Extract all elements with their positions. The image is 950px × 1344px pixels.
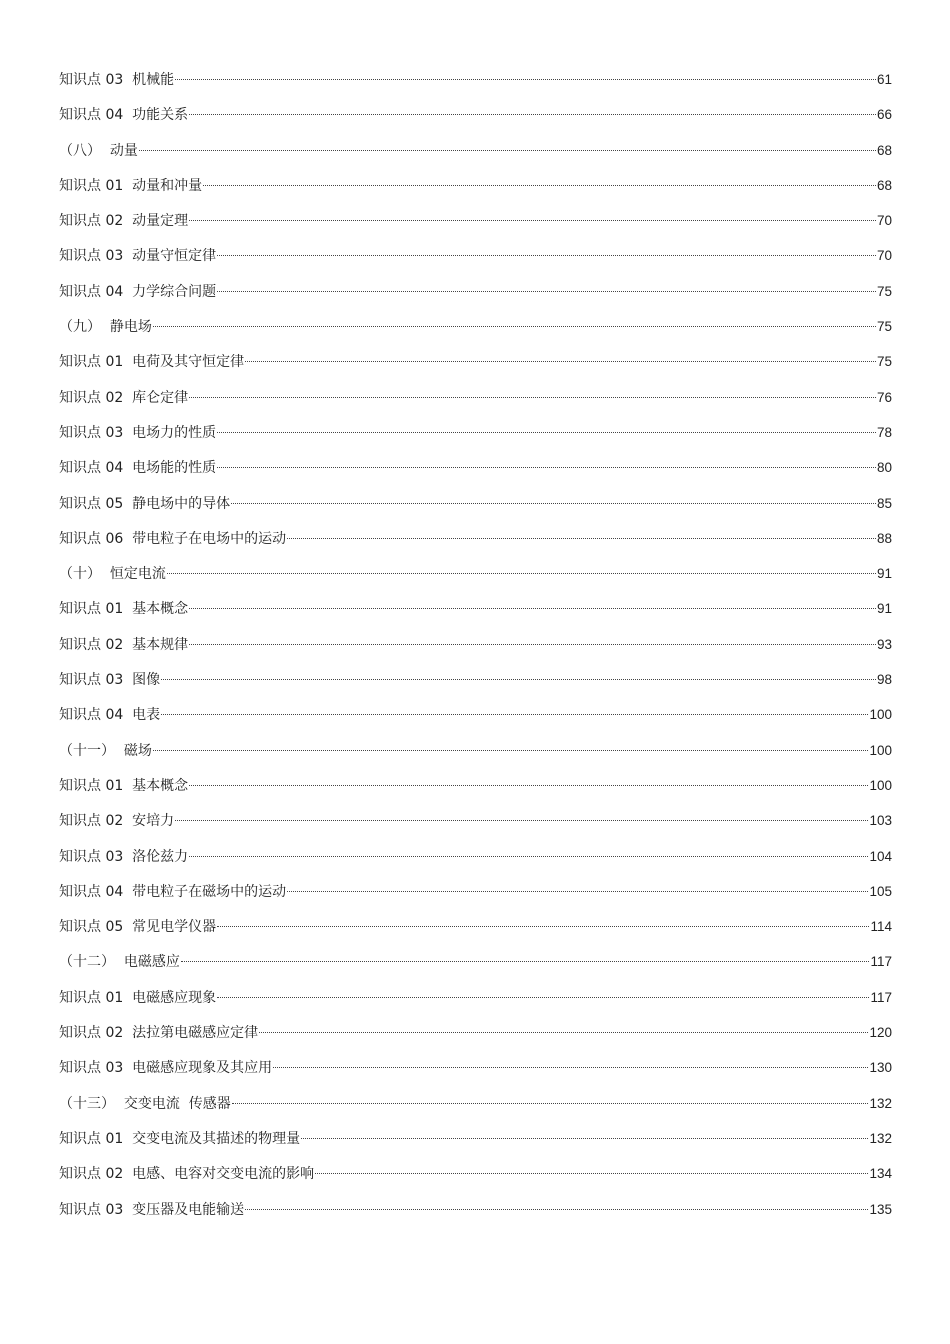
toc-dot-leader (287, 891, 868, 892)
toc-entry[interactable] (59, 313, 892, 348)
toc-dot-leader (301, 1138, 868, 1139)
toc-entry[interactable] (59, 1196, 892, 1231)
toc-dot-leader (217, 926, 869, 927)
toc-page-number: 75 (876, 319, 892, 335)
toc-page-number: 132 (869, 1095, 892, 1111)
toc-entry-title: 知识点 02 基本规律 (59, 636, 189, 653)
toc-entry-title: （九） 静电场 (59, 319, 152, 336)
toc-entry[interactable] (59, 1160, 892, 1195)
toc-dot-leader (217, 291, 876, 292)
toc-page-number: 91 (876, 601, 892, 617)
toc-page-number: 117 (870, 954, 892, 970)
toc-page-number: 68 (876, 142, 892, 158)
toc-entry[interactable] (59, 66, 892, 101)
toc-entry-title: 知识点 02 安培力 (59, 813, 175, 830)
toc-entry[interactable] (59, 666, 892, 701)
toc-entry-title: 知识点 03 动量守恒定律 (59, 248, 217, 265)
toc-dot-leader (161, 679, 876, 680)
toc-dot-leader (189, 397, 876, 398)
toc-page-number: 117 (870, 989, 892, 1005)
toc-page-number: 80 (876, 460, 892, 476)
toc-entry-title: 知识点 01 电荷及其守恒定律 (59, 354, 245, 371)
toc-page-number: 66 (876, 107, 892, 123)
toc-dot-leader (175, 820, 868, 821)
toc-dot-leader (217, 255, 876, 256)
toc-dot-leader (139, 150, 876, 151)
toc-entry-title: 知识点 03 电磁感应现象及其应用 (59, 1060, 273, 1077)
toc-entry-title: 知识点 02 动量定理 (59, 213, 189, 230)
toc-entry-title: （八） 动量 (59, 142, 138, 159)
toc-page-number: 75 (876, 354, 892, 370)
toc-page-number: 105 (869, 883, 892, 899)
toc-entry-title: （十三） 交变电流 传感器 (59, 1095, 231, 1112)
toc-page-number: 88 (876, 530, 892, 546)
toc-dot-leader (189, 856, 868, 857)
toc-dot-leader (189, 608, 876, 609)
toc-dot-leader (315, 1173, 868, 1174)
toc-entry[interactable] (59, 525, 892, 560)
toc-entry[interactable] (59, 807, 892, 842)
toc-entry-title: 知识点 03 电场力的性质 (59, 424, 217, 441)
toc-page-number: 134 (869, 1166, 892, 1182)
toc-entry-title: 知识点 03 洛伦兹力 (59, 848, 189, 865)
toc-page-number: 103 (869, 813, 892, 829)
toc-entry[interactable] (59, 1090, 892, 1125)
toc-entry-title: 知识点 03 变压器及电能输送 (59, 1201, 245, 1218)
toc-entry-title: 知识点 04 力学综合问题 (59, 283, 217, 300)
toc-dot-leader (189, 220, 876, 221)
toc-entry[interactable] (59, 490, 892, 525)
toc-entry-title: 知识点 04 电表 (59, 707, 161, 724)
toc-entry-title: 知识点 01 交变电流及其描述的物理量 (59, 1130, 301, 1147)
toc-entry-title: 知识点 04 功能关系 (59, 107, 189, 124)
toc-entry-title: （十） 恒定电流 (59, 566, 166, 583)
toc-entry[interactable] (59, 560, 892, 595)
toc-entry[interactable] (59, 737, 892, 772)
toc-entry-title: 知识点 01 基本概念 (59, 777, 189, 794)
toc-page-number: 98 (876, 672, 892, 688)
toc-dot-leader (175, 79, 876, 80)
toc-entry[interactable] (59, 419, 892, 454)
toc-entry-title: 知识点 03 图像 (59, 672, 161, 689)
toc-page-number: 61 (876, 72, 892, 87)
toc-entry[interactable] (59, 384, 892, 419)
toc-dot-leader (231, 503, 876, 504)
toc-entry[interactable] (59, 948, 892, 983)
toc-page-number: 78 (876, 424, 892, 440)
toc-dot-leader (232, 1103, 869, 1104)
toc-entry[interactable] (59, 913, 892, 948)
toc-dot-leader (245, 361, 876, 362)
toc-dot-leader (167, 573, 876, 574)
toc-dot-leader (181, 961, 870, 962)
toc-entry[interactable] (59, 242, 892, 277)
toc-page-number: 76 (876, 389, 892, 405)
toc-dot-leader (153, 750, 869, 751)
toc-entry[interactable] (59, 701, 892, 736)
toc-page-number: 100 (869, 742, 892, 758)
toc-entry-title: （十一） 磁场 (59, 742, 152, 759)
toc-page-number: 100 (869, 777, 892, 793)
toc-entry[interactable] (59, 207, 892, 242)
toc-page-number: 70 (876, 248, 892, 264)
toc-entry-title: （十二） 电磁感应 (59, 954, 180, 971)
toc-entry[interactable] (59, 843, 892, 878)
toc-page-number: 85 (876, 495, 892, 511)
toc-entry-title: 知识点 02 库仑定律 (59, 389, 189, 406)
toc-page-number: 120 (869, 1025, 892, 1041)
toc-dot-leader (273, 1067, 868, 1068)
toc-entry[interactable] (59, 1125, 892, 1160)
toc-entry[interactable] (59, 631, 892, 666)
toc-entry-title: 知识点 02 法拉第电磁感应定律 (59, 1025, 259, 1042)
toc-entry-title: 知识点 04 电场能的性质 (59, 460, 217, 477)
toc-entry-title: 知识点 02 电感、电容对交变电流的影响 (59, 1166, 315, 1183)
toc-entry-title: 知识点 06 带电粒子在电场中的运动 (59, 530, 287, 547)
toc-entry[interactable] (59, 454, 892, 489)
toc-page-number: 132 (869, 1130, 892, 1146)
table-of-contents (59, 66, 892, 1231)
toc-entry[interactable] (59, 1019, 892, 1054)
toc-page-number: 68 (876, 177, 892, 193)
toc-entry-title: 知识点 01 电磁感应现象 (59, 989, 217, 1006)
toc-dot-leader (259, 1032, 868, 1033)
toc-dot-leader (203, 185, 876, 186)
toc-page-number: 93 (876, 636, 892, 652)
toc-entry[interactable] (59, 984, 892, 1019)
toc-entry[interactable] (59, 137, 892, 172)
toc-dot-leader (245, 1209, 868, 1210)
toc-dot-leader (217, 997, 869, 998)
toc-page-number: 130 (869, 1060, 892, 1076)
toc-entry[interactable] (59, 278, 892, 313)
toc-page-number: 100 (869, 707, 892, 723)
toc-dot-leader (217, 432, 876, 433)
toc-entry[interactable] (59, 1054, 892, 1089)
toc-dot-leader (153, 326, 876, 327)
toc-dot-leader (287, 538, 876, 539)
toc-page-number: 70 (876, 213, 892, 229)
toc-dot-leader (217, 467, 876, 468)
toc-dot-leader (189, 644, 876, 645)
toc-page-number: 91 (876, 566, 892, 582)
toc-entry-title: 知识点 04 带电粒子在磁场中的运动 (59, 883, 287, 900)
toc-page-number: 135 (869, 1201, 892, 1217)
toc-entry[interactable] (59, 595, 892, 630)
toc-page-number: 75 (876, 283, 892, 299)
toc-dot-leader (161, 714, 868, 715)
toc-entry[interactable] (59, 172, 892, 207)
toc-page-number: 104 (869, 848, 892, 864)
toc-entry[interactable] (59, 348, 892, 383)
toc-entry[interactable] (59, 101, 892, 136)
toc-dot-leader (189, 114, 876, 115)
toc-entry-title: 知识点 01 基本概念 (59, 601, 189, 618)
toc-dot-leader (189, 785, 868, 786)
toc-entry-title: 知识点 03 机械能 (59, 72, 175, 88)
toc-entry-title: 知识点 01 动量和冲量 (59, 177, 203, 194)
toc-page-number: 114 (870, 919, 892, 935)
toc-entry-title: 知识点 05 静电场中的导体 (59, 495, 231, 512)
toc-entry-title: 知识点 05 常见电学仪器 (59, 919, 217, 936)
toc-entry[interactable] (59, 772, 892, 807)
toc-entry[interactable] (59, 878, 892, 913)
